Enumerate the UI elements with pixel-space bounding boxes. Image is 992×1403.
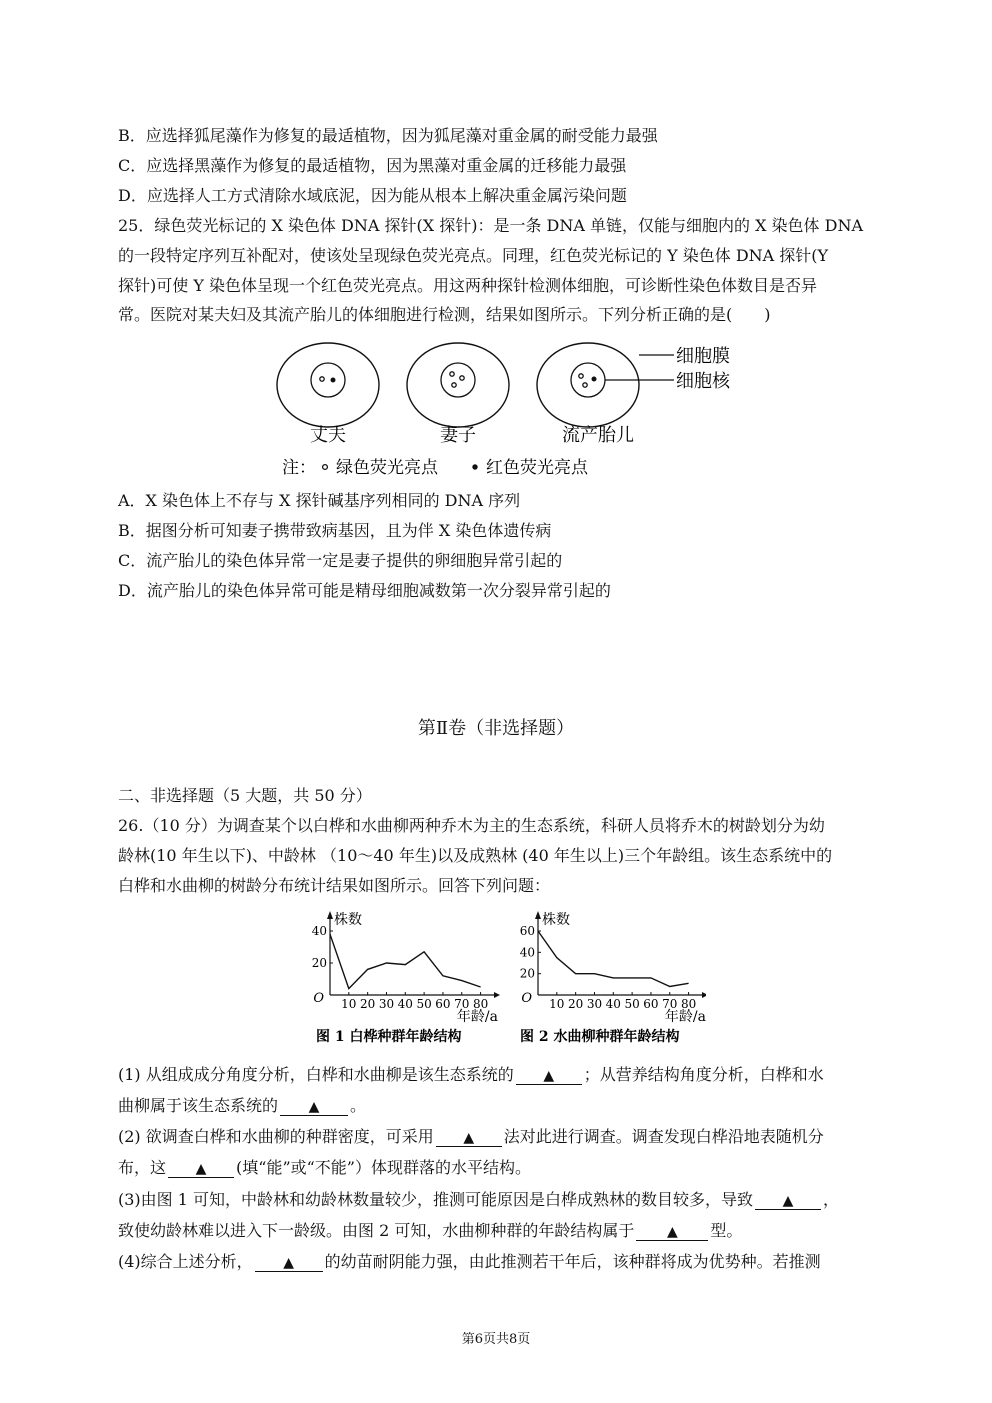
green-dot: [583, 383, 587, 387]
q26-part3-line1: (3)由图 1 可知，中龄林和幼龄林数量较少，推测可能原因是白桦成熟林的数目较多，导致 ▲ ，: [118, 1190, 840, 1209]
label-nucleus: 细胞核: [676, 371, 730, 392]
q26-stem-line-1: 26.（10 分）为调查某个以白桦和水曲柳两种乔木为主的生态系统，科研人员将乔木的树龄划分为幼: [118, 816, 825, 835]
cell-wife: [407, 343, 509, 427]
q26-part1-line1: (1) 从组成成分角度分析，白桦和水曲柳是该生态系统的 ▲ ；从营养结构角度分析，白桦和水: [118, 1065, 824, 1084]
x-tick-label: 50: [624, 997, 640, 1011]
q26-stem-line-2: 龄林(10 年生以下)、中龄林 （10～40 年生)以及成熟林 (40 年生以上)三个年龄组。该生态系统中的: [118, 846, 833, 865]
x-tick-label: 10: [341, 997, 357, 1011]
answer-blank[interactable]: ▲: [168, 1160, 234, 1178]
answer-blank[interactable]: ▲: [255, 1254, 323, 1272]
x-axis-label: 年龄/a: [664, 1009, 706, 1025]
cell-label-fetus: 流产胎儿: [562, 425, 634, 446]
q26-part2-line1: (2) 欲调查白桦和水曲柳的种群密度，可采用 ▲ 法对此进行调查。调查发现白桦沿地表随机分: [118, 1127, 824, 1146]
red-dot: [331, 378, 336, 383]
cell-husband: [277, 343, 379, 427]
chart-ash-age-structure: [506, 905, 706, 1047]
q26-part2-line2: 布，这 ▲ (填“能”或“不能”）体现群落的水平结构。: [118, 1158, 531, 1177]
q25-option-a: A．X 染色体上不存与 X 探针碱基序列相同的 DNA 序列: [118, 491, 521, 510]
chart-title: 图 2 水曲柳种群年龄结构: [520, 1029, 680, 1045]
red-dot: [592, 377, 597, 382]
cell-label-husband: 丈夫: [310, 425, 346, 446]
origin-label: O: [313, 991, 324, 1006]
series-line: [330, 934, 481, 988]
green-dot: [579, 374, 583, 378]
cell-fetus: [537, 343, 639, 427]
q25-stem-line-3: 探针)可使 Y 染色体呈现一个红色荧光亮点。用这两种探针检测体细胞，可诊断性染色体数目是否异: [118, 276, 817, 295]
q25-stem-line-1: 25．绿色荧光标记的 X 染色体 DNA 探针(X 探针)：是一条 DNA 单链，仅能与细胞内的 X 染色体 DNA: [118, 216, 864, 235]
x-tick-label: 50: [416, 997, 432, 1011]
x-tick-label: 40: [397, 997, 413, 1011]
q25-option-d: D．流产胎儿的染色体异常可能是精母细胞减数第一次分裂异常引起的: [118, 581, 611, 600]
series-line: [538, 931, 689, 987]
x-axis-arrow: [702, 992, 706, 998]
y-axis-label: 株数: [542, 912, 570, 928]
section-title: 第Ⅱ卷（非选择题）: [417, 718, 575, 739]
q24-option-b: B．应选择狐尾藻作为修复的最适植物，因为狐尾藻对重金属的耐受能力最强: [118, 126, 658, 145]
y-axis-label: 株数: [334, 912, 362, 928]
y-tick-label: 40: [519, 945, 535, 960]
q26-stem-line-3: 白桦和水曲柳的树龄分布统计结果如图所示。回答下列问题：: [118, 876, 551, 895]
chart-title: 图 1 白桦种群年龄结构: [316, 1029, 462, 1045]
label-membrane: 细胞膜: [676, 346, 730, 367]
q24-option-c: C．应选择黑藻作为修复的最适植物，因为黑藻对重金属的迁移能力最强: [118, 156, 627, 175]
section-heading: 二、非选择题（5 大题，共 50 分）: [118, 786, 372, 805]
q25-stem-line-2: 的一段特定序列互补配对，使该处呈现绿色荧光亮点。同理，红色荧光标记的 Y 染色体 DNA 探针(Y: [118, 246, 829, 265]
origin-label: O: [521, 991, 532, 1006]
note-red-label: 红色荧光亮点: [486, 458, 588, 478]
green-dot: [452, 383, 456, 387]
green-dot: [320, 377, 324, 381]
x-tick-label: 60: [643, 997, 659, 1011]
green-dot: [460, 376, 464, 380]
q24-option-d: D．应选择人工方式清除水域底泥，因为能从根本上解决重金属污染问题: [118, 186, 627, 205]
y-axis-arrow: [327, 911, 333, 919]
x-tick-label: 10: [549, 997, 565, 1011]
y-axis-arrow: [535, 911, 541, 919]
x-tick-label: 30: [378, 997, 395, 1011]
page-footer: 第6页共8页: [461, 1332, 531, 1347]
x-tick-label: 20: [360, 997, 376, 1011]
x-tick-label: 80: [472, 997, 489, 1011]
x-axis-arrow: [494, 992, 500, 998]
q25-option-c: C．流产胎儿的染色体异常一定是妻子提供的卵细胞异常引起的: [118, 551, 563, 570]
note-green-label: 绿色荧光亮点: [336, 458, 438, 478]
note-prefix: 注：: [282, 458, 316, 478]
x-tick-label: 70: [662, 997, 678, 1011]
x-tick-label: 40: [605, 997, 621, 1011]
y-tick-label: 20: [311, 956, 327, 970]
green-dot: [450, 372, 454, 376]
x-tick-label: 20: [568, 997, 584, 1011]
q26-part1-line2: 曲柳属于该生态系统的 ▲ 。: [118, 1096, 367, 1115]
cell-figure: [270, 335, 750, 485]
q26-part3-line2: 致使幼龄林难以进入下一龄级。由图 2 可知，水曲柳种群的年龄结构属于 ▲ 型。: [118, 1221, 743, 1240]
answer-blank[interactable]: ▲: [636, 1223, 708, 1241]
answer-blank[interactable]: ▲: [436, 1129, 502, 1147]
x-tick-label: 80: [680, 997, 697, 1011]
note-green-dot: [323, 465, 328, 470]
cell-label-wife: 妻子: [440, 425, 476, 446]
y-tick-label: 40: [311, 924, 327, 938]
y-tick-label: 20: [519, 966, 535, 981]
chart-birch-age-structure: [298, 905, 504, 1047]
x-tick-label: 60: [435, 997, 451, 1011]
answer-blank[interactable]: ▲: [516, 1067, 582, 1085]
y-tick-label: 60: [519, 924, 535, 938]
answer-blank[interactable]: ▲: [280, 1098, 348, 1116]
q26-part4-line1: (4)综合上述分析， ▲ 的幼苗耐阴能力强，由此推测若干年后，该种群将成为优势种。若推测: [118, 1252, 821, 1271]
x-tick-label: 30: [586, 997, 603, 1011]
q25-stem-line-4: 常。医院对某夫妇及其流产胎儿的体细胞进行检测，结果如图所示。下列分析正确的是( ): [118, 305, 771, 324]
answer-blank[interactable]: ▲: [755, 1192, 821, 1210]
note-red-dot: [472, 464, 477, 469]
x-tick-label: 70: [454, 997, 470, 1011]
q25-option-b: B．据图分析可知妻子携带致病基因，且为伴 X 染色体遗传病: [118, 521, 552, 540]
x-axis-label: 年龄/a: [456, 1009, 498, 1025]
